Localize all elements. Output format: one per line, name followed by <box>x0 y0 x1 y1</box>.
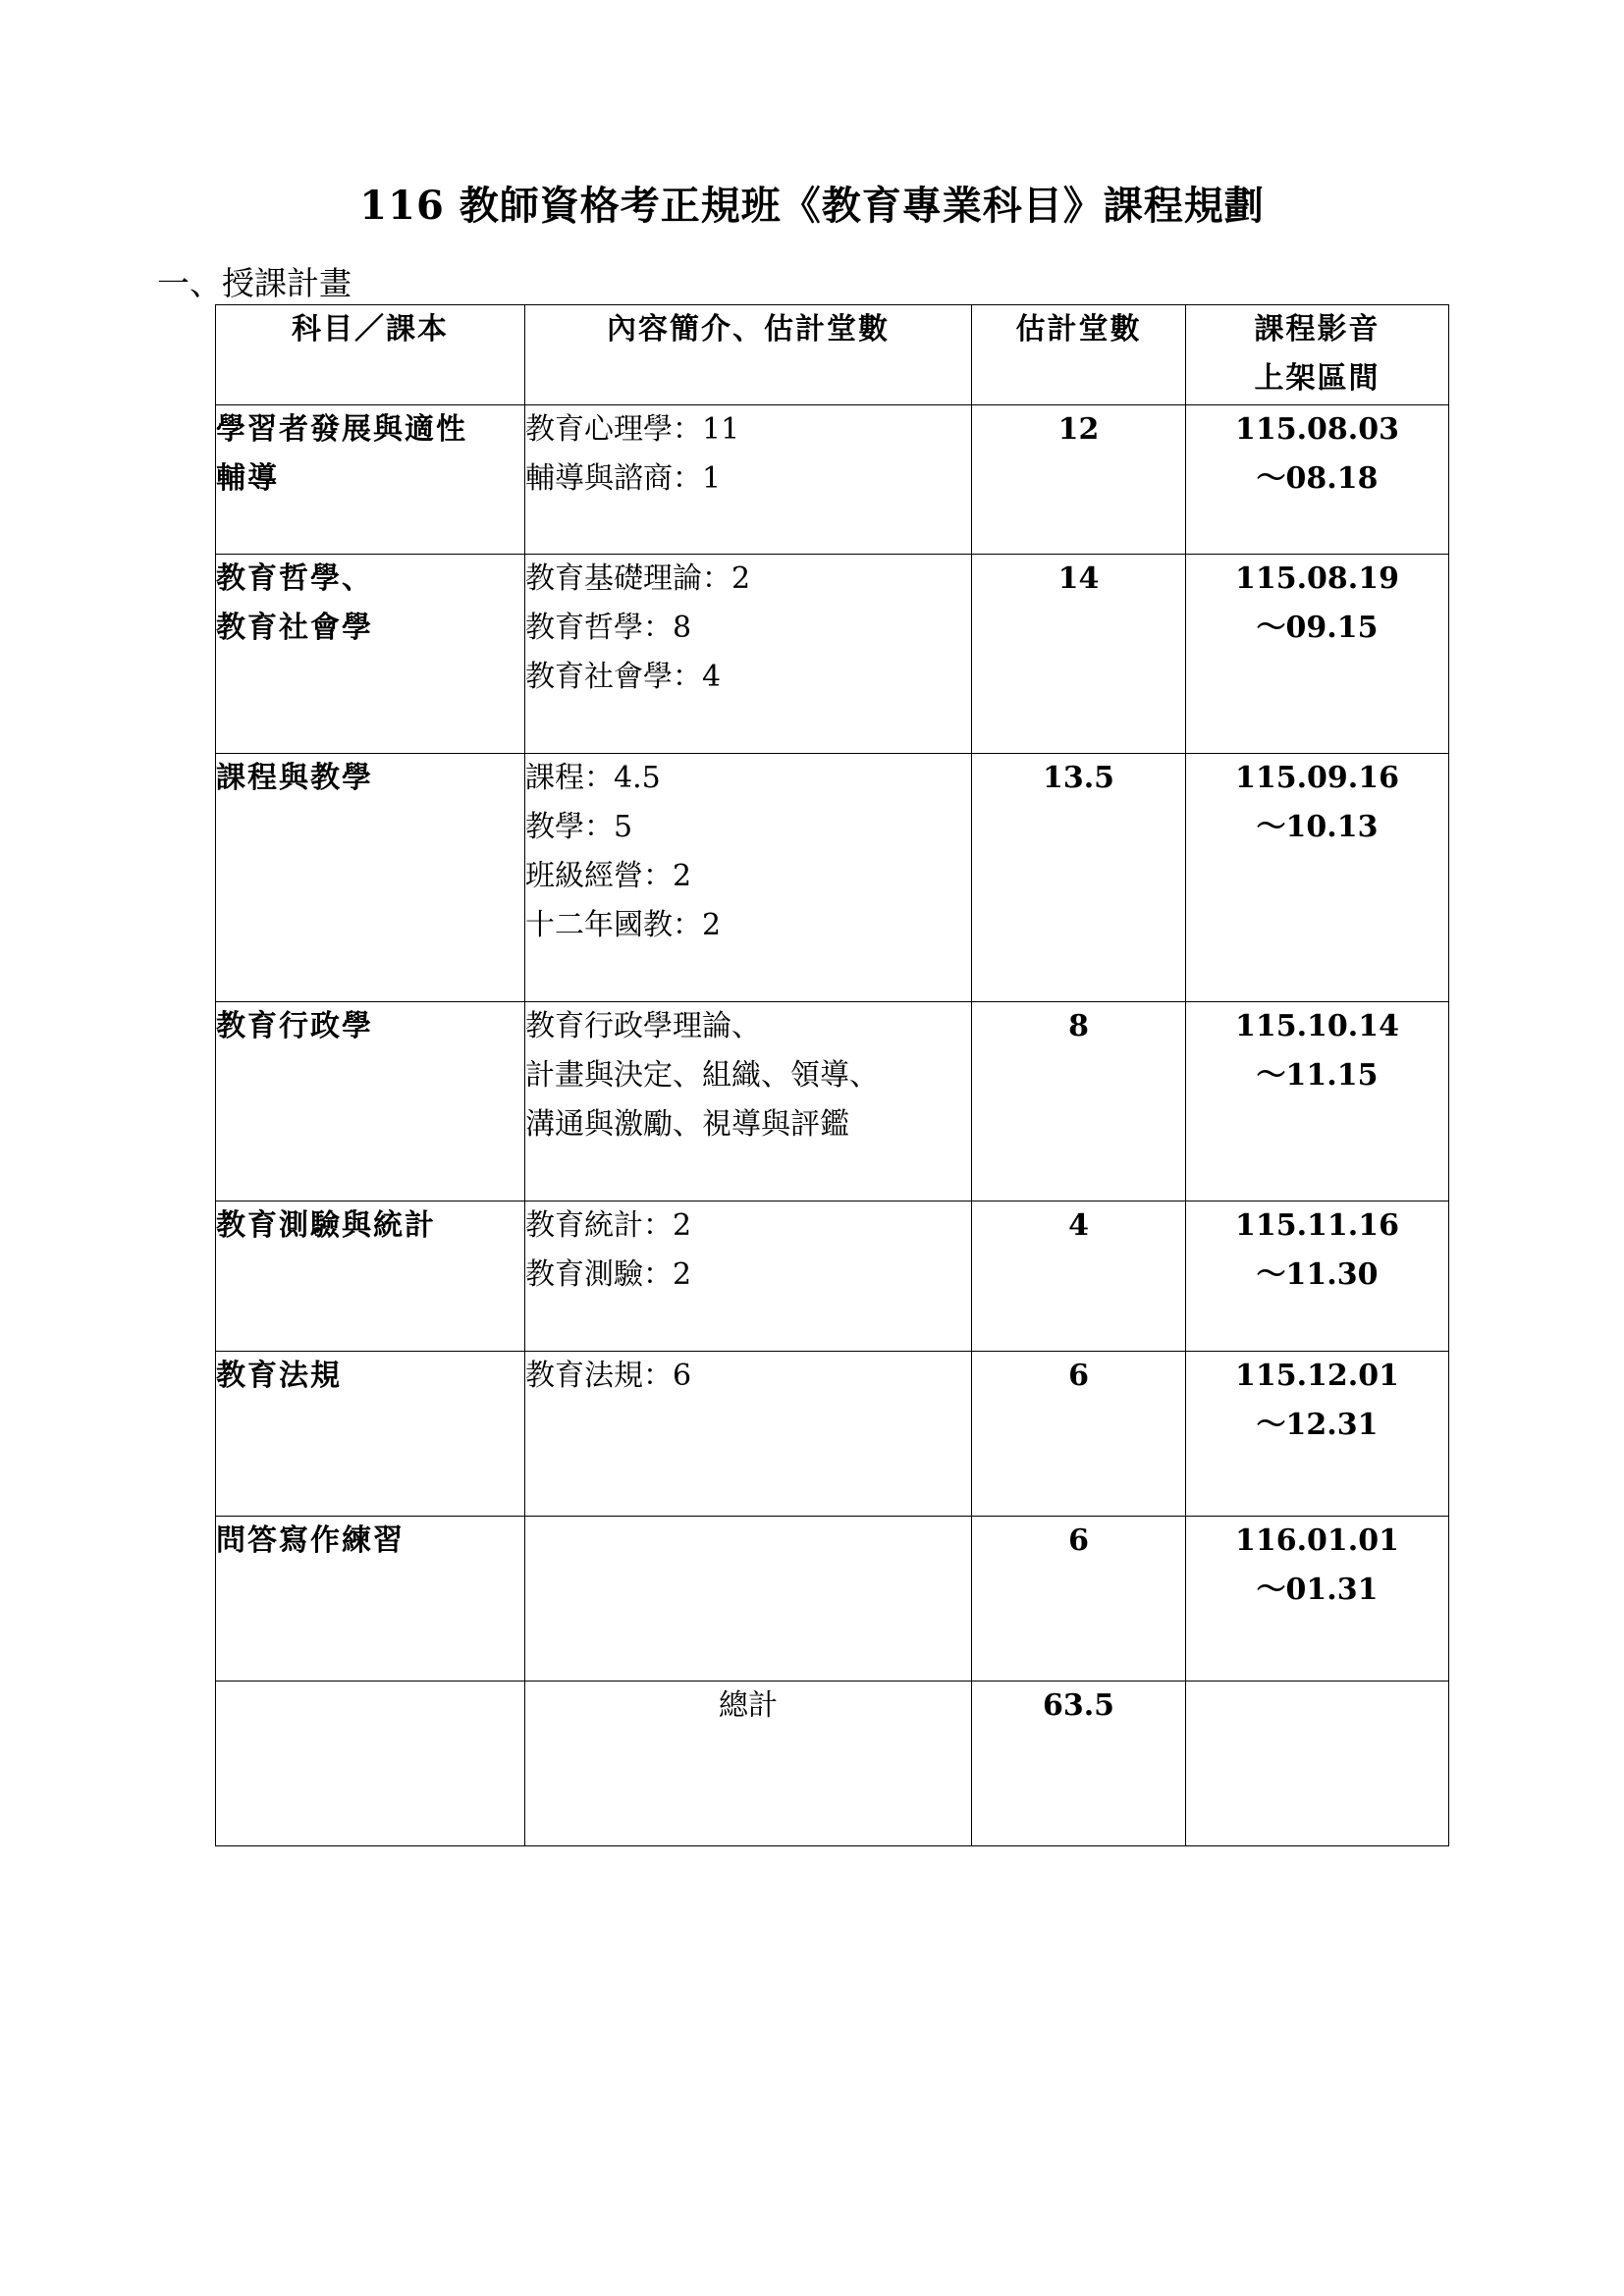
content-line: 班級經營：2 <box>525 859 692 893</box>
subject-cell: 教育法規 <box>216 1352 525 1517</box>
period-cell <box>1186 1201 1449 1352</box>
sessions-cell: 6 <box>972 1352 1186 1517</box>
period-start: 115.08.19 <box>1234 561 1399 596</box>
period-cell <box>1186 754 1449 1002</box>
content-line: 教育測驗：2 <box>525 1257 692 1292</box>
table-row <box>216 1201 1449 1352</box>
period-end: ～01.31 <box>1256 1573 1379 1607</box>
content-cell <box>525 1352 972 1517</box>
content-line: 教育心理學：11 <box>525 412 740 447</box>
period-start: 115.12.01 <box>1234 1359 1399 1393</box>
period-end: ～12.31 <box>1256 1408 1379 1442</box>
total-label: 總計 <box>525 1682 972 1846</box>
content-line: 教學：5 <box>525 810 633 844</box>
period-cell <box>1186 1352 1449 1517</box>
total-row <box>216 1682 1449 1846</box>
content-line: 輔導與諮商：1 <box>525 461 722 496</box>
header-sessions: 估計堂數 <box>972 305 1186 405</box>
content-line: 教育法規：6 <box>525 1359 692 1393</box>
sessions-cell: 6 <box>972 1517 1186 1682</box>
period-end: ～10.13 <box>1256 810 1379 844</box>
content-line: 教育基礎理論：2 <box>525 561 751 596</box>
content-cell <box>525 1002 972 1201</box>
content-cell <box>525 754 972 1002</box>
subject-cell: 教育測驗與統計 <box>216 1201 525 1352</box>
period-cell <box>1186 1002 1449 1201</box>
sessions-cell: 13.5 <box>972 754 1186 1002</box>
period-start: 115.08.03 <box>1234 412 1399 447</box>
total-sessions: 63.5 <box>972 1682 1186 1846</box>
content-cell <box>525 1517 972 1682</box>
total-period-empty-cell <box>1186 1682 1449 1846</box>
period-start: 116.01.01 <box>1234 1523 1399 1558</box>
content-cell <box>525 555 972 754</box>
period-end: ～11.30 <box>1256 1257 1379 1292</box>
content-cell <box>525 1201 972 1352</box>
period-end: ～09.15 <box>1256 611 1379 645</box>
page-title: 116 教師資格考正規班《教育專業科目》課程規劃 <box>359 183 1265 229</box>
content-line: 教育行政學理論、 <box>525 1009 761 1043</box>
content-line: 計畫與決定、組織、領導、 <box>525 1058 879 1093</box>
content-line: 十二年國教：2 <box>525 908 722 942</box>
section-heading: 一、授課計畫 <box>157 264 352 302</box>
period-start: 115.10.14 <box>1234 1009 1399 1043</box>
table-header-row <box>216 305 1449 405</box>
table-row <box>216 1002 1449 1201</box>
content-line: 教育社會學：4 <box>525 660 722 694</box>
header-period <box>1186 305 1449 405</box>
sessions-cell: 4 <box>972 1201 1186 1352</box>
table-row <box>216 1517 1449 1682</box>
period-start: 115.11.16 <box>1234 1208 1399 1243</box>
sessions-cell: 8 <box>972 1002 1186 1201</box>
subject-cell: 教育行政學 <box>216 1002 525 1201</box>
period-cell <box>1186 555 1449 754</box>
subject-cell: 教育哲學、 教育社會學 <box>216 555 525 754</box>
content-cell <box>525 405 972 555</box>
content-line: 課程：4.5 <box>525 761 661 795</box>
header-subject: 科目／課本 <box>216 305 525 405</box>
sessions-cell: 14 <box>972 555 1186 754</box>
total-empty-cell <box>216 1682 525 1846</box>
table-row <box>216 405 1449 555</box>
content-line: 教育哲學：8 <box>525 611 692 645</box>
header-period-line1: 課程影音 <box>1254 312 1380 347</box>
header-period-line2: 上架區間 <box>1254 361 1380 396</box>
course-plan-table <box>215 304 1449 1846</box>
subject-cell: 問答寫作練習 <box>216 1517 525 1682</box>
table-row <box>216 555 1449 754</box>
period-start: 115.09.16 <box>1234 761 1399 795</box>
content-line: 溝通與激勵、視導與評鑑 <box>525 1107 849 1142</box>
period-cell <box>1186 405 1449 555</box>
table-row <box>216 754 1449 1002</box>
sessions-cell: 12 <box>972 405 1186 555</box>
period-cell <box>1186 1517 1449 1682</box>
subject-cell: 課程與教學 <box>216 754 525 1002</box>
period-end: ～11.15 <box>1256 1058 1379 1093</box>
subject-cell: 學習者發展與適性 輔導 <box>216 405 525 555</box>
header-content: 內容簡介、估計堂數 <box>525 305 972 405</box>
period-end: ～08.18 <box>1256 461 1379 496</box>
table-row <box>216 1352 1449 1517</box>
content-line: 教育統計：2 <box>525 1208 692 1243</box>
